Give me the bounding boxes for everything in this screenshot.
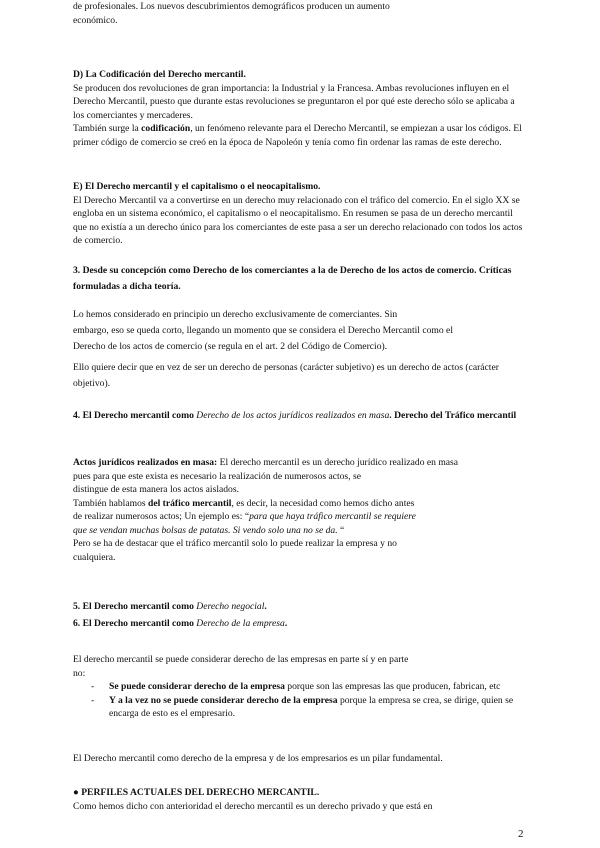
- section-6-heading: 6. El Derecho mercantil como Derecho de la empresa.: [73, 618, 288, 629]
- list-item: - Y a la vez no se puede considerar derecho de la empresa porque la empresa se crea, se dirige, quien se encarga de esto es el empresario.: [109, 694, 529, 721]
- section-e: [73, 180, 523, 248]
- section-6-body: El derecho mercantil se puede considerar derecho de las empresas en parte sí y en parte no: - Se puede considerar derecho de la empresa porque son las empresas las que producen, fabrican, etc - Y a la vez no se puede considerar derecho de la empresa porque la empresa se crea, se dirige, quien se encarga de esto es el empresario.: [73, 653, 523, 721]
- trafico-mercantil-term: del tráfico mercantil: [148, 497, 232, 509]
- section-3-heading: 3. Desde su concepción como Derecho de los comerciantes a la de Derecho de los actos de comercio. Críticas formuladas a dicha teoría.: [73, 265, 512, 292]
- section-d-heading: D) La Codificación del Derecho mercantil.: [73, 69, 246, 80]
- perfiles-heading: ● PERFILES ACTUALES DEL DERECHO MERCANTIL.: [73, 787, 320, 798]
- section-d-paragraph: Se producen dos revoluciones de gran importancia: la Industrial y la Francesa. Ambas revoluciones influyen en el Derecho Mercantil, puesto que durante estas revoluciones se preguntaron el por qué este derecho sólo se aplicaba a los comerciantes y mercaderes.: [73, 82, 515, 121]
- section-e-heading: E) El Derecho mercantil y el capitalismo o el neocapitalismo.: [73, 181, 321, 192]
- section-6-bullets: [73, 680, 529, 721]
- perfiles-paragraph: Como hemos dicho con anterioridad el derecho mercantil es un derecho privado y que está en: [73, 801, 433, 812]
- section-4-body: Actos jurídicos realizados en masa: El derecho mercantil es un derecho jurídico realizado en masa pues para que este exista es necesario la realización de numerosos actos, se distingue de esta manera los actos aislados. También hablamos del tráfico mercantil, es decir, la necesidad como hemos dicho antes de realizar numerosos actos; Un ejemplo es: “para que haya tráfico mercantil se requiere que se vendan muchas bolsas de patatas. Si vendo solo una no se da. “ Pero se ha de destacar que el tráfico mercantil solo lo puede realizar la empresa y no cualquiera.: [73, 457, 459, 563]
- codificacion-term: codificación: [141, 123, 191, 134]
- section-4-heading: 4. El Derecho mercantil como Derecho de los actos jurídicos realizados en masa. Derecho del Tráfico mercantil: [73, 410, 517, 421]
- section-d: [73, 68, 523, 149]
- section-e-paragraph: El Derecho Mercantil va a convertirse en un derecho muy relacionado con el tráfico del comercio. En el siglo XX se engloba en un sistema económico, el capitalismo o el neocapitalismo. En resumen se pasa de un derecho mercantil que no existía a un derecho único para los comerciantes de este pasa a ser un derecho relacionado con todos los actos de comercio.: [73, 194, 523, 246]
- actos-juridicos-term: Actos jurídicos realizados en masa:: [73, 457, 218, 468]
- intro-line: de profesionales. Los nuevos descubrimientos demográficos producen un aumento: [73, 1, 390, 12]
- intro-line: económico.: [73, 15, 118, 26]
- section-3-paragraph: Lo hemos considerado en principio un derecho exclusivamente de comerciantes. Sin embargo, eso se queda corto, llegando un momento que se considera el Derecho Mercantil como el Derecho de los actos de comercio (se regula en el art. 2 del Código de Comercio).: [73, 309, 453, 352]
- list-item: - Se puede considerar derecho de la empresa porque son las empresas las que producen, fabrican, etc: [109, 680, 529, 694]
- page-number: 2: [518, 828, 524, 840]
- section-3-paragraph: Ello quiere decir que en vez de ser un derecho de personas (carácter subjetivo) es un derecho de actos (carácter objetivo).: [73, 362, 499, 389]
- section-5-heading: 5. El Derecho mercantil como Derecho negocial.: [73, 601, 267, 612]
- section-d-paragraph: También surge la codificación, un fenómeno relevante para el Derecho Mercantil, se empiezan a usar los códigos. El primer código de comercio se creó en la época de Napoleón y tenía como fin ordenar las ramas de este derecho.: [73, 123, 522, 148]
- section-6-paragraph: El Derecho mercantil como derecho de la empresa y de los empresarios es un pilar fundamental.: [73, 753, 443, 764]
